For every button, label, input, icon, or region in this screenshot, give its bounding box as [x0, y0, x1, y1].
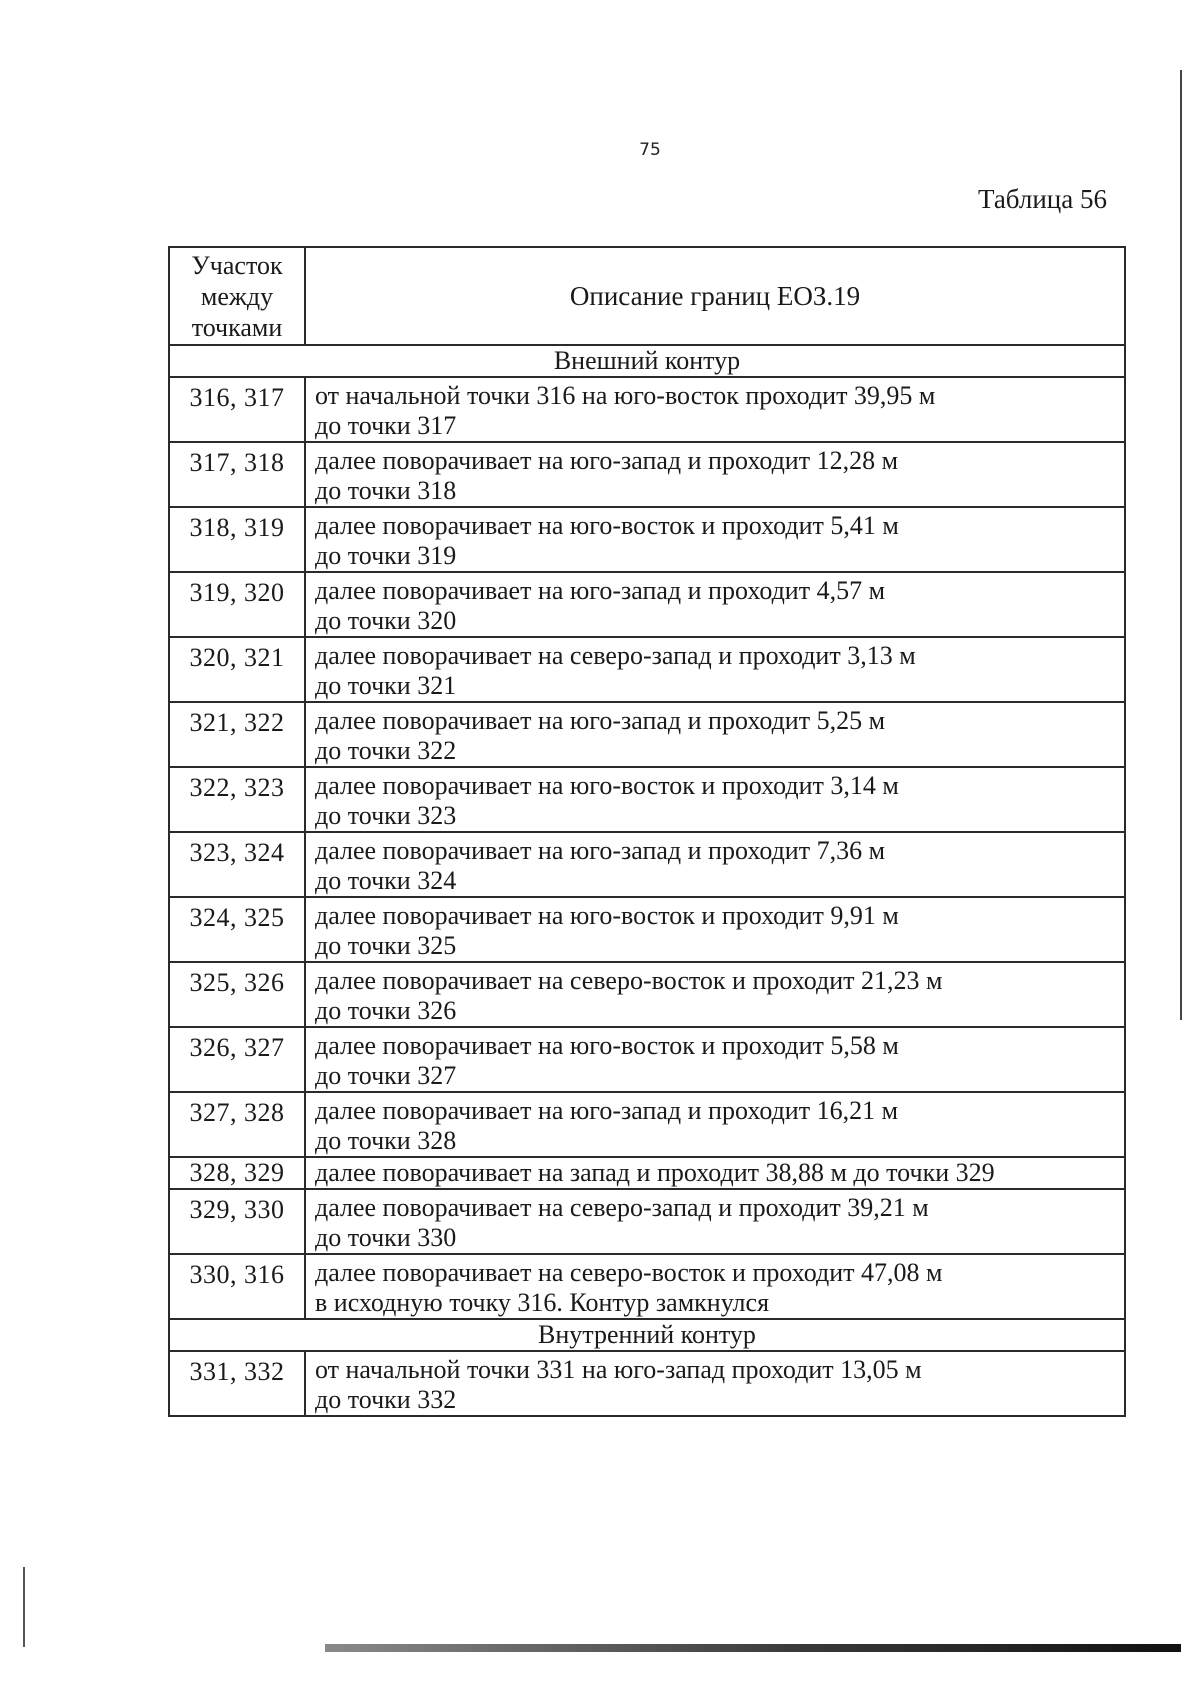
description-cell — [305, 1254, 1125, 1319]
segment-cell: 322, 323 — [169, 767, 305, 832]
segment-cell: 326, 327 — [169, 1027, 305, 1092]
description-line: до точки 319 — [315, 541, 457, 570]
description-cell — [305, 572, 1125, 637]
segment-cell: 317, 318 — [169, 442, 305, 507]
description-cell — [305, 767, 1125, 832]
table-label: Таблица 56 — [978, 184, 1107, 214]
description-line: далее поворачивает на юго-восток и проходит 3,14 м — [315, 771, 899, 800]
segment-cell: 329, 330 — [169, 1189, 305, 1254]
description-line: до точки 332 — [315, 1385, 457, 1414]
header-segment-line: между — [200, 281, 274, 311]
section-title: Внутренний контур — [169, 1319, 1125, 1351]
description-line: в исходную точку 316. Контур замкнулся — [315, 1288, 770, 1317]
section-row — [169, 345, 1125, 377]
table-row — [169, 962, 1125, 1027]
description-cell — [305, 442, 1125, 507]
description-cell — [305, 507, 1125, 572]
segment-cell: 328, 329 — [169, 1157, 305, 1189]
table-row — [169, 507, 1125, 572]
description-line: далее поворачивает на запад и проходит 38,88 м до точки 329 — [315, 1158, 995, 1187]
description-cell — [305, 702, 1125, 767]
table-body — [169, 345, 1125, 1416]
table-row — [169, 1189, 1125, 1254]
description-line: далее поворачивает на юго-восток и проходит 5,41 м — [315, 511, 899, 540]
segment-cell: 318, 319 — [169, 507, 305, 572]
header-segment-column — [169, 247, 305, 345]
description-line: от начальной точки 316 на юго-восток проходит 39,95 м — [315, 381, 936, 410]
segment-cell: 324, 325 — [169, 897, 305, 962]
description-cell — [305, 1157, 1125, 1189]
segment-cell: 331, 332 — [169, 1351, 305, 1416]
header-segment-line: точками — [191, 312, 283, 342]
segment-cell: 320, 321 — [169, 637, 305, 702]
description-line: далее поворачивает на северо-восток и проходит 21,23 м — [315, 966, 943, 995]
description-line: далее поворачивает на юго-восток и проходит 5,58 м — [315, 1031, 899, 1060]
table-row — [169, 377, 1125, 442]
description-line: до точки 321 — [315, 671, 457, 700]
description-cell — [305, 377, 1125, 442]
page-number: 75 — [639, 140, 661, 160]
segment-cell: 323, 324 — [169, 832, 305, 897]
description-cell — [305, 637, 1125, 702]
description-line: до точки 326 — [315, 996, 457, 1025]
scan-edge-line — [1180, 70, 1182, 1020]
boundary-description-table — [168, 246, 1126, 1417]
description-line: далее поворачивает на северо-запад и проходит 3,13 м — [315, 641, 916, 670]
scan-bottom-rule — [325, 1644, 1181, 1652]
description-line: до точки 327 — [315, 1061, 457, 1090]
table-row — [169, 897, 1125, 962]
description-line: далее поворачивает на северо-запад и проходит 39,21 м — [315, 1193, 929, 1222]
description-line: далее поворачивает на юго-восток и проходит 9,91 м — [315, 901, 899, 930]
description-line: до точки 318 — [315, 476, 457, 505]
description-line: до точки 324 — [315, 866, 457, 895]
description-line: далее поворачивает на северо-восток и проходит 47,08 м — [315, 1258, 943, 1287]
header-segment-line: Участок — [191, 250, 283, 280]
section-title: Внешний контур — [169, 345, 1125, 377]
table-row — [169, 572, 1125, 637]
segment-cell: 321, 322 — [169, 702, 305, 767]
description-line: далее поворачивает на юго-запад и проходит 5,25 м — [315, 706, 886, 735]
description-line: до точки 317 — [315, 411, 457, 440]
description-cell — [305, 1351, 1125, 1416]
table-row — [169, 442, 1125, 507]
description-line: до точки 330 — [315, 1223, 457, 1252]
description-line: далее поворачивает на юго-запад и проходит 7,36 м — [315, 836, 886, 865]
description-cell — [305, 1092, 1125, 1157]
description-line: далее поворачивает на юго-запад и проходит 4,57 м — [315, 576, 886, 605]
segment-cell: 325, 326 — [169, 962, 305, 1027]
segment-cell: 327, 328 — [169, 1092, 305, 1157]
description-cell — [305, 897, 1125, 962]
description-cell — [305, 962, 1125, 1027]
table-row — [169, 832, 1125, 897]
table-row — [169, 702, 1125, 767]
segment-cell: 330, 316 — [169, 1254, 305, 1319]
description-line: до точки 328 — [315, 1126, 457, 1155]
segment-cell: 319, 320 — [169, 572, 305, 637]
description-line: до точки 322 — [315, 736, 457, 765]
table-row — [169, 767, 1125, 832]
table-row — [169, 1254, 1125, 1319]
table-row — [169, 1092, 1125, 1157]
section-row — [169, 1319, 1125, 1351]
segment-cell: 316, 317 — [169, 377, 305, 442]
scan-left-mark — [23, 1567, 25, 1647]
description-line: далее поворачивает на юго-запад и проходит 16,21 м — [315, 1096, 899, 1125]
table-row — [169, 1027, 1125, 1092]
table-header-row — [169, 247, 1125, 345]
table-row — [169, 637, 1125, 702]
header-description-column: Описание границ ЕОЗ.19 — [305, 247, 1125, 345]
description-line: от начальной точки 331 на юго-запад проходит 13,05 м — [315, 1355, 922, 1384]
description-cell — [305, 1027, 1125, 1092]
description-line: далее поворачивает на юго-запад и проходит 12,28 м — [315, 446, 899, 475]
description-line: до точки 320 — [315, 606, 457, 635]
description-cell — [305, 832, 1125, 897]
table-row — [169, 1157, 1125, 1189]
table-row — [169, 1351, 1125, 1416]
description-line: до точки 323 — [315, 801, 457, 830]
description-line: до точки 325 — [315, 931, 457, 960]
description-cell — [305, 1189, 1125, 1254]
